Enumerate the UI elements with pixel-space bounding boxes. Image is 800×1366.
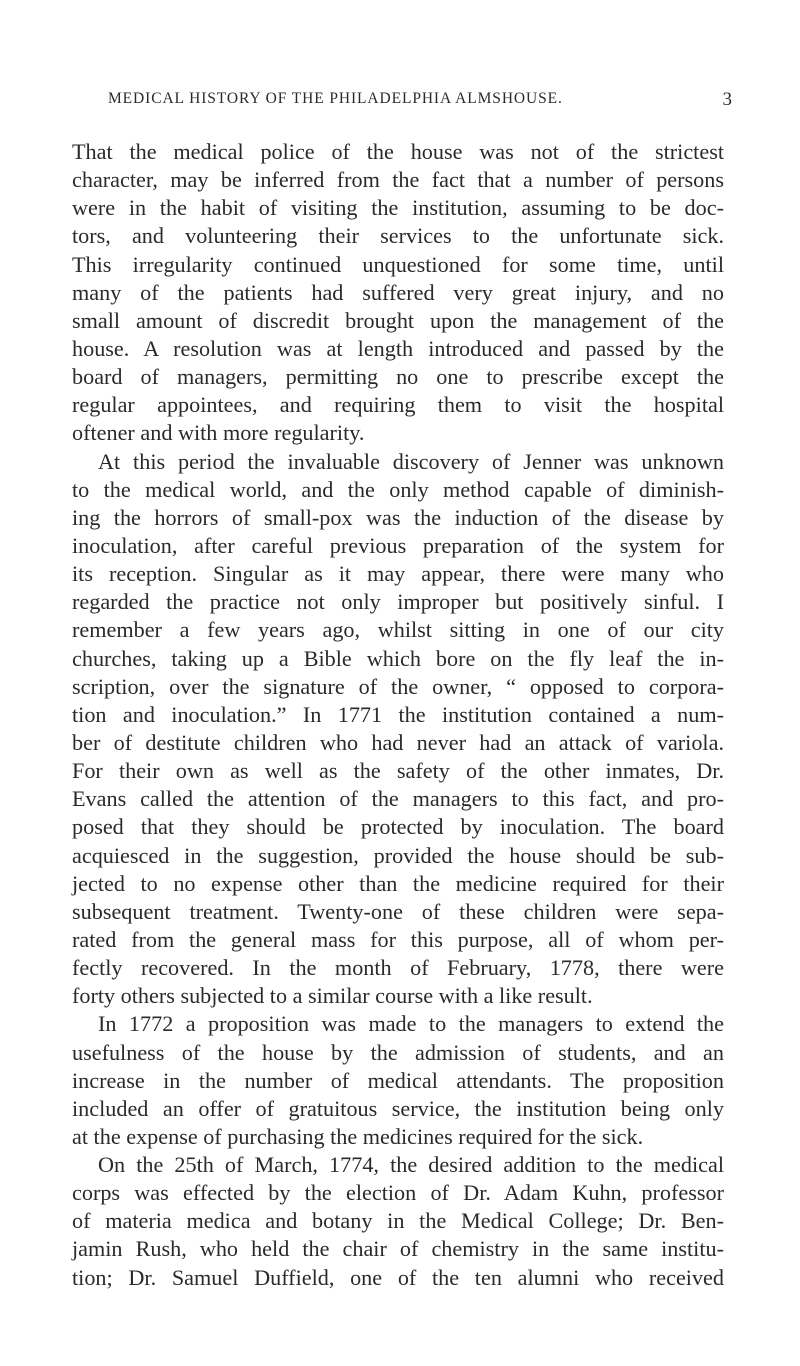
- text-line: subsequent treatment. Twenty-one of these children were sepa-: [72, 898, 724, 924]
- text-line: character, may be inferred from the fact that a number of persons: [72, 167, 724, 193]
- text-line: acquiesced in the suggestion, provided the house should be sub-: [72, 842, 724, 868]
- text-line: included an offer of gratuitous service, the institution being only: [72, 1095, 724, 1121]
- text-line: scription, over the signature of the owner, “ opposed to corpora-: [72, 673, 724, 699]
- text-line: Evans called the attention of the managers to this fact, and pro-: [72, 786, 724, 812]
- text-line: inoculation, after careful previous preparation of the system for: [72, 532, 724, 558]
- text-line: many of the patients had suffered very great injury, and no: [72, 279, 724, 305]
- text-line: regular appointees, and requiring them to visit the hospital: [72, 392, 724, 418]
- text-line: churches, taking up a Bible which bore on the fly leaf the in-: [72, 645, 724, 671]
- text-line: corps was effected by the election of Dr. Adam Kuhn, professor: [72, 1180, 724, 1206]
- text-line: of materia medica and botany in the Medical College; Dr. Ben-: [72, 1208, 724, 1234]
- text-line: were in the habit of visiting the institution, assuming to be doc-: [72, 195, 724, 221]
- text-line: jamin Rush, who held the chair of chemistry in the same institu-: [72, 1236, 724, 1262]
- body-text: [72, 138, 724, 1292]
- text-line: tion and inoculation.” In 1771 the institution contained a num-: [72, 701, 724, 727]
- text-line: This irregularity continued unquestioned for some time, until: [72, 251, 724, 277]
- text-line: tors, and volunteering their services to the unfortunate sick.: [72, 223, 724, 249]
- page-number: 3: [722, 89, 732, 110]
- text-line: That the medical police of the house was not of the strictest: [72, 139, 724, 164]
- text-line: At this period the invaluable discovery of Jenner was unknown: [98, 448, 724, 474]
- text-line: posed that they should be protected by inoculation. The board: [72, 814, 724, 840]
- text-line: at the expense of purchasing the medicines required for the sick.: [72, 1123, 644, 1149]
- text-line: small amount of discredit brought upon the management of the: [72, 307, 724, 333]
- text-line: house. A resolution was at length introduced and passed by the: [72, 335, 724, 361]
- running-title: MEDICAL HISTORY OF THE PHILADELPHIA ALMSHOUSE.: [108, 90, 563, 107]
- text-line: increase in the number of medical attendants. The proposition: [72, 1067, 724, 1093]
- text-line: rated from the general mass for this purpose, all of whom per-: [72, 926, 724, 952]
- text-line: usefulness of the house by the admission of students, and an: [72, 1039, 724, 1065]
- text-line: remember a few years ago, whilst sitting in one of our city: [72, 617, 724, 643]
- text-line: In 1772 a proposition was made to the managers to extend the: [98, 1011, 724, 1037]
- text-line: tion; Dr. Samuel Duffield, one of the ten alumni who received: [72, 1264, 724, 1290]
- text-line: to the medical world, and the only method capable of diminish-: [72, 476, 724, 502]
- text-line: oftener and with more regularity.: [72, 420, 365, 446]
- text-line: ber of destitute children who had never had an attack of variola.: [72, 729, 724, 755]
- text-line: On the 25th of March, 1774, the desired addition to the medical: [98, 1152, 724, 1178]
- text-line: its reception. Singular as it may appear, there were many who: [72, 561, 724, 587]
- text-line: jected to no expense other than the medicine required for their: [72, 870, 724, 896]
- text-line: For their own as well as the safety of the other inmates, Dr.: [72, 758, 724, 784]
- text-line: fectly recovered. In the month of February, 1778, there were: [72, 955, 724, 981]
- text-line: ing the horrors of small-pox was the induction of the disease by: [72, 504, 724, 530]
- text-line: board of managers, permitting no one to prescribe except the: [72, 364, 724, 390]
- running-header: [108, 89, 732, 110]
- text-line: forty others subjected to a similar course with a like result.: [72, 983, 593, 1009]
- text-line: regarded the practice not only improper but positively sinful. I: [72, 589, 724, 615]
